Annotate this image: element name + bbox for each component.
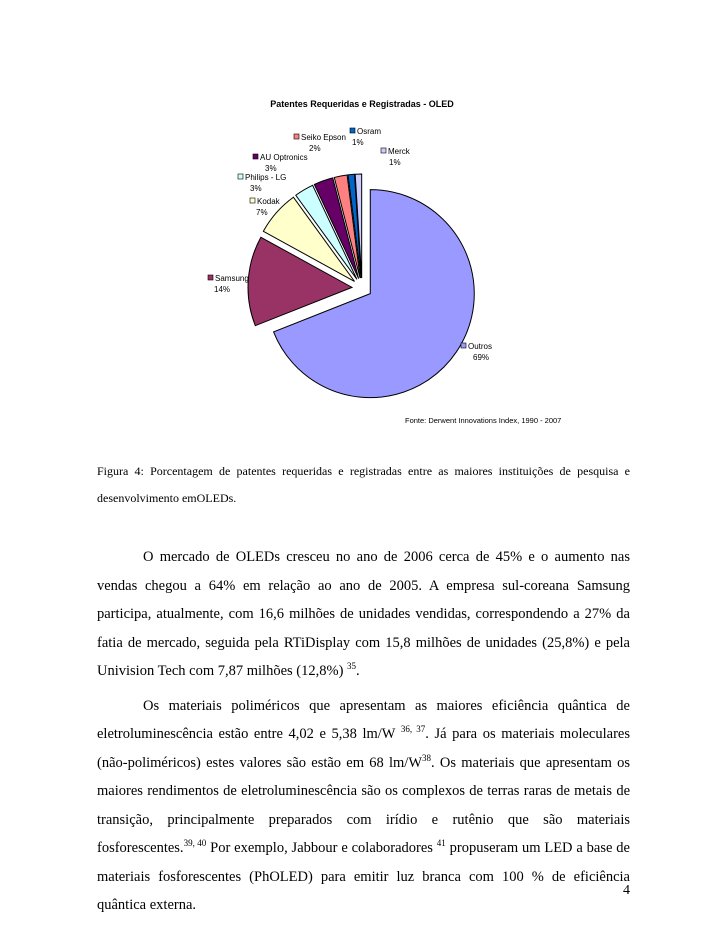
legend-swatch-merck (381, 148, 386, 153)
legend-swatch-au-optronics (253, 154, 258, 159)
slice-percent-au-optronics: 3% (265, 164, 277, 173)
body-text (97, 543, 630, 926)
paragraph-market (97, 543, 630, 686)
reference-38: 38 (422, 752, 432, 763)
reference-36-37: 36, 37 (400, 724, 426, 735)
reference-39-40: 39, 40 (183, 838, 207, 849)
pie-chart (0, 0, 728, 440)
slice-label-merck: Merck (388, 147, 410, 156)
chart-title: Patentes Requeridas e Registradas - OLED (270, 99, 454, 109)
figure-caption: Figura 4: Porcentagem de patentes requeridas e registradas entre as maiores instituições de pesquisa e desenvolvimento emOLEDs. (97, 464, 630, 505)
paragraph-2-part5: propuseram um LED a base de materiais fosforescentes (PhOLED) para emitir luz branca com 100 % de eficiência quântica externa. (97, 840, 630, 913)
legend-swatch-philips-lg (238, 174, 243, 179)
legend-swatch-seiko-epson (294, 134, 299, 139)
slice-percent-outros: 69% (473, 353, 490, 362)
paragraph-2-part2: . Já para os materiais moleculares (não-poliméricos) estes valores são estão em 68 lm/W (97, 726, 630, 771)
paragraph-1-text: O mercado de OLEDs cresceu no ano de 2006 cerca de 45% e o aumento nas vendas chegou a 64% em relação ao ano de 2005. A empresa sul-coreana Samsung participa, atualmente, com 16,6 milhões de unidades vendidas, correspondendo a 27% da fatia de mercado, seguida pela RTiDisplay com 15,8 milhões de unidades (25,8%) e pela Univision Tech com 7,87 milhões (12,8%) (97, 549, 630, 679)
pie-slices (248, 174, 474, 398)
paragraph-materials (97, 692, 630, 920)
slice-percent-merck: 1% (389, 158, 401, 167)
legend-swatch-samsung (208, 275, 213, 280)
paragraph-2-part4: Por exemplo, Jabbour e colaboradores (206, 840, 433, 856)
slice-percent-seiko-epson: 2% (309, 144, 321, 153)
paragraph-2-part1: Os materiais poliméricos que apresentam as maiores eficiência quântica de eletroluminescência estão entre 4,02 e 5,38 lm/W (97, 697, 630, 742)
legend-swatch-outros (461, 343, 466, 348)
slice-label-osram: Osram (357, 127, 381, 136)
slice-label-samsung: Samsung (215, 274, 249, 283)
slice-percent-philips-lg: 3% (250, 184, 262, 193)
legend-swatch-osram (350, 128, 355, 133)
reference-41: 41 (436, 838, 446, 849)
slice-percent-samsung: 14% (214, 285, 231, 294)
slice-label-philips-lg: Philips - LG (245, 173, 287, 182)
slice-label-seiko-epson: Seiko Epson (301, 133, 346, 142)
page-number: 4 (623, 883, 630, 898)
slice-label-outros: Outros (468, 342, 493, 351)
chart-source: Fonte: Derwent Innovations Index, 1990 - 2007 (405, 416, 562, 425)
slice-label-au-optronics: AU Optronics (260, 153, 308, 162)
paragraph-2-part3: . Os materiais que apresentam os maiores rendimentos de eletroluminescência são os complexos de terras raras de metais de transição, principalmente preparados com irídio e rutênio que são materiais fosforescentes. (97, 754, 631, 856)
legend-swatch-kodak (250, 198, 255, 203)
reference-35: 35 (347, 661, 357, 672)
slice-percent-kodak: 7% (256, 208, 268, 217)
slice-percent-osram: 1% (352, 138, 364, 147)
paragraph-1-end: . (356, 663, 360, 679)
slice-label-kodak: Kodak (257, 197, 280, 206)
